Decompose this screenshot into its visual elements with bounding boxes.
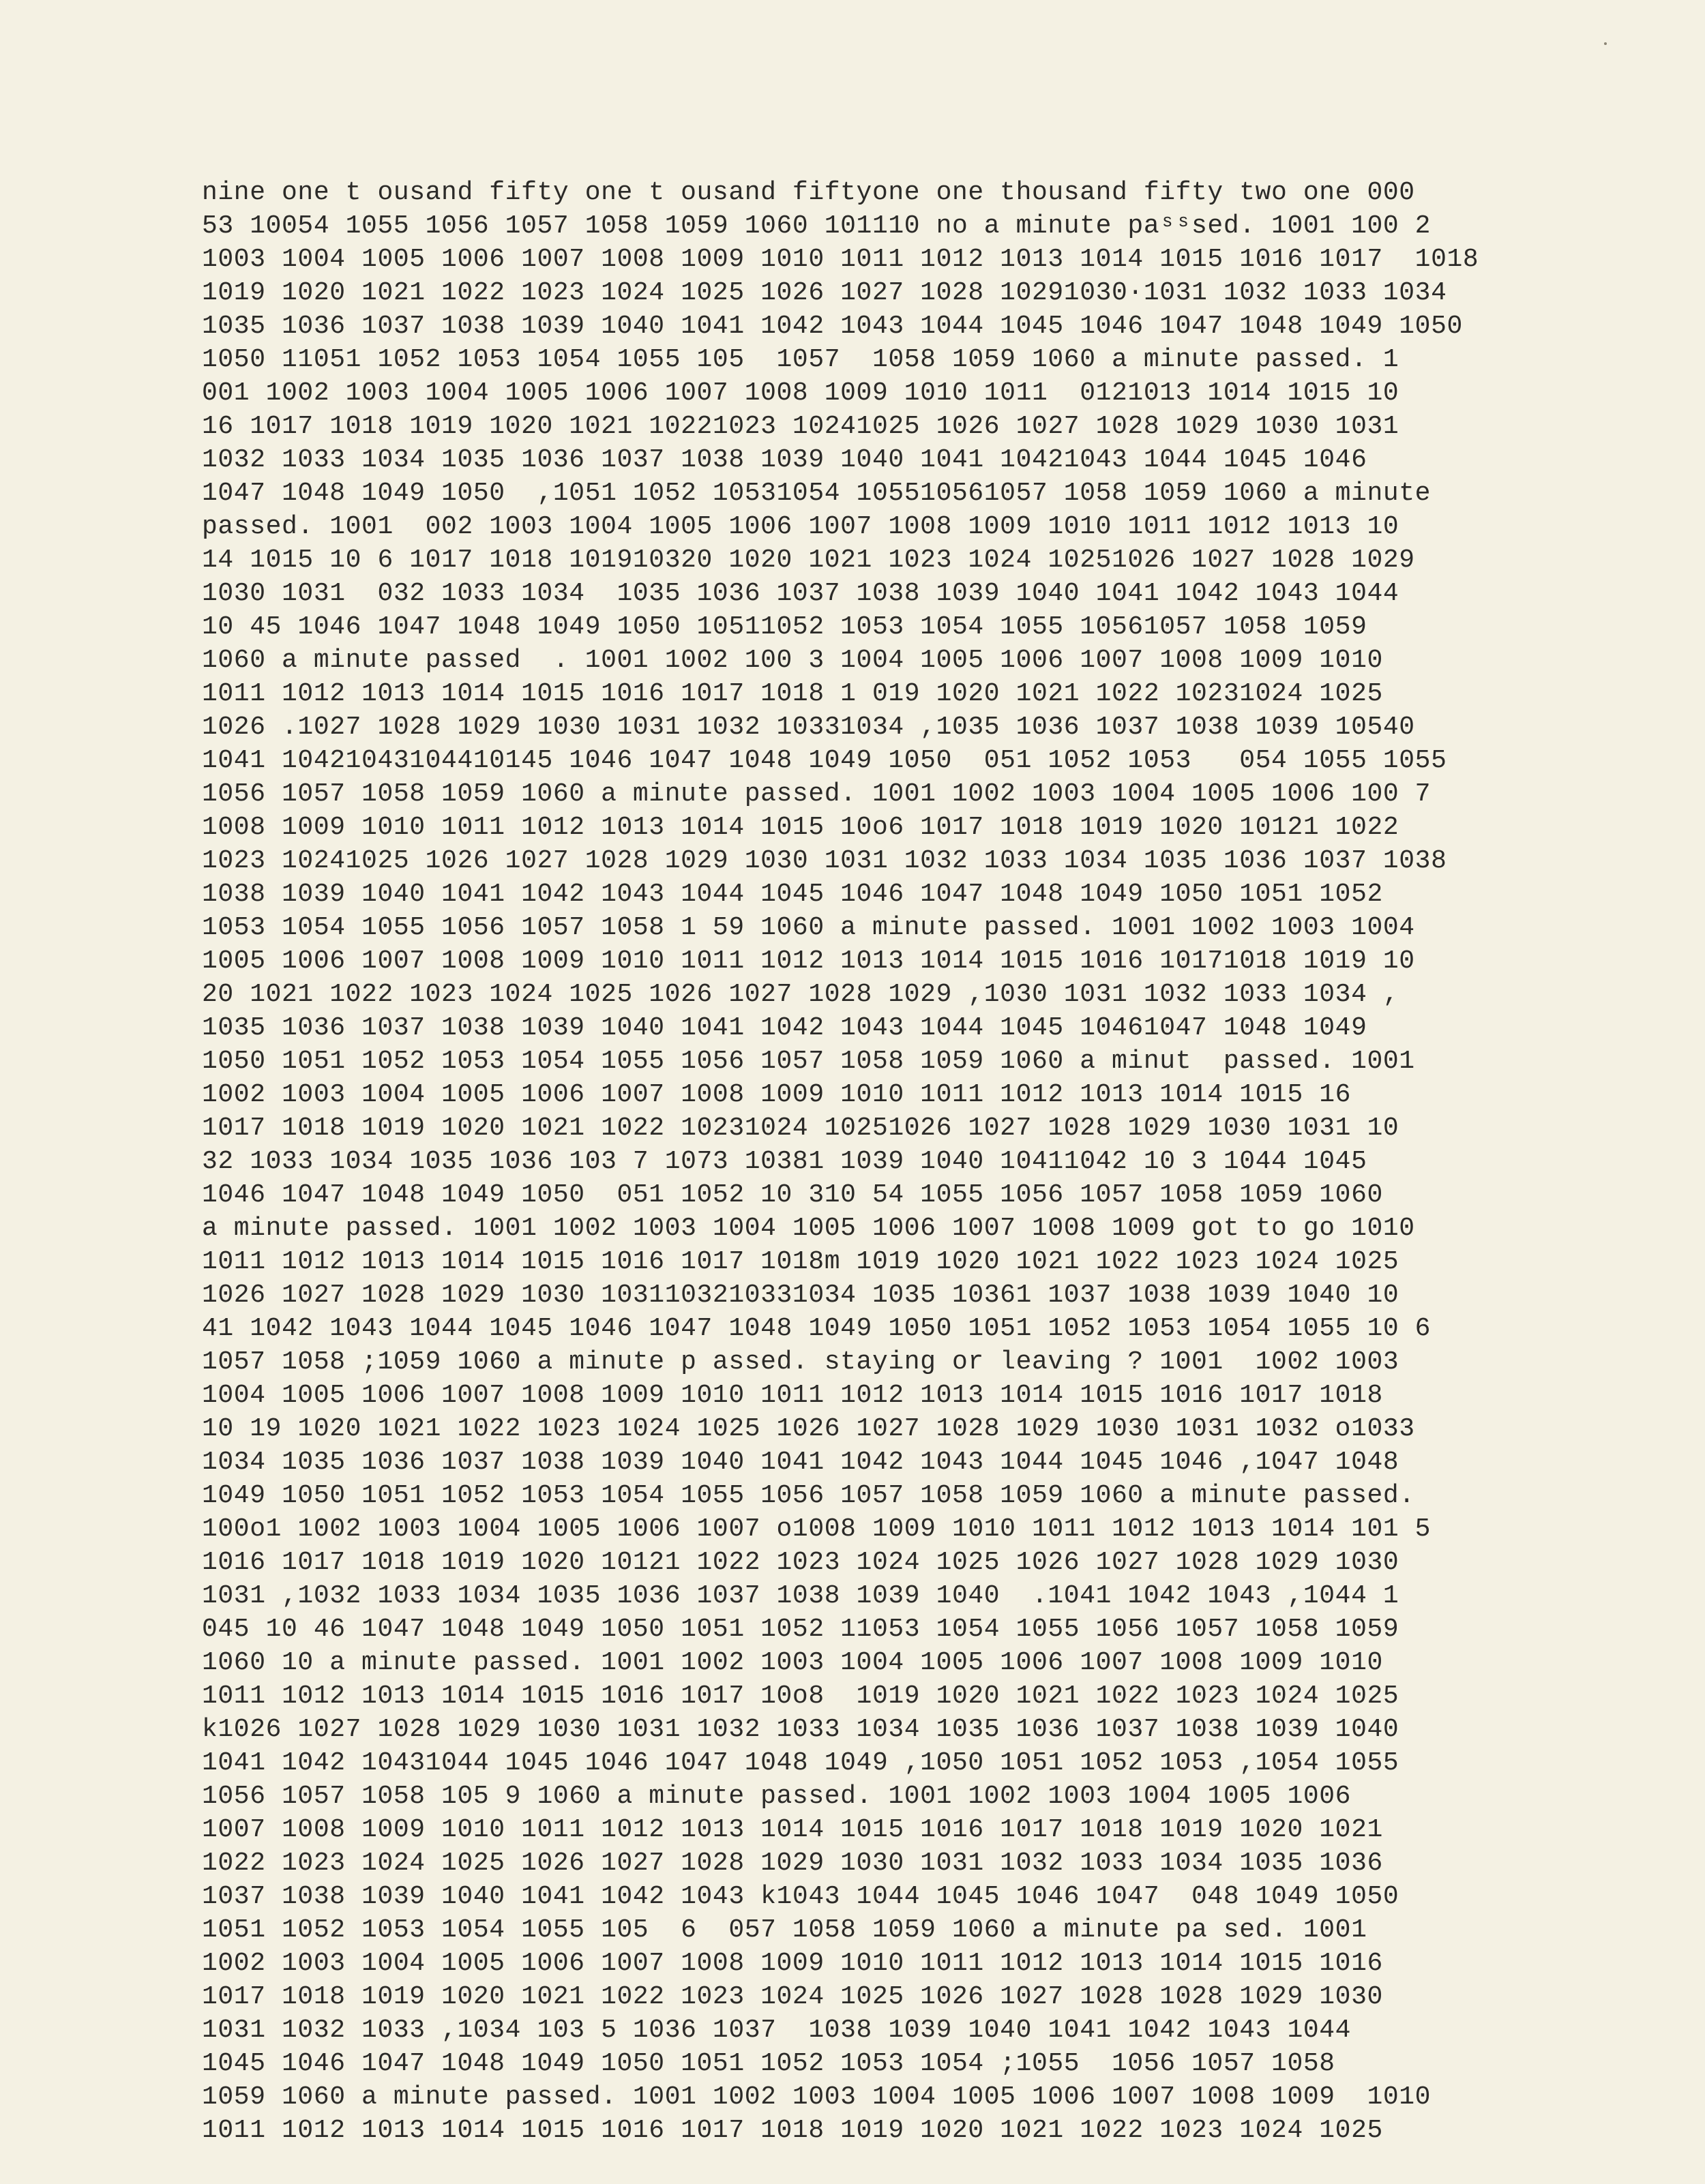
text-line: nine one t ousand fifty one t ousand fiftyone one thousand fifty two one 000 — [202, 178, 1415, 207]
text-line: 1050 11051 1052 1053 1054 1055 105 1057 1058 1059 1060 a minute passed. 1 — [202, 345, 1399, 374]
text-line: 1030 1031 032 1033 1034 1035 1036 1037 1038 1039 1040 1041 1042 1043 1044 — [202, 579, 1399, 608]
text-line: 1035 1036 1037 1038 1039 1040 1041 1042 1043 1044 1045 1046 1047 1048 1049 1050 — [202, 312, 1463, 341]
text-line: 1022 1023 1024 1025 1026 1027 1028 1029 1030 1031 1032 1033 1034 1035 1036 — [202, 1849, 1383, 1878]
text-line: 1038 1039 1040 1041 1042 1043 1044 1045 1046 1047 1048 1049 1050 1051 1052 — [202, 880, 1383, 909]
text-line: 1019 1020 1021 1022 1023 1024 1025 1026 1027 1028 10291030·1031 1032 1033 1034 — [202, 278, 1447, 308]
text-line: 1056 1057 1058 1059 1060 a minute passed. 1001 1002 1003 1004 1005 1006 100 7 — [202, 779, 1432, 809]
text-line: 100o1 1002 1003 1004 1005 1006 1007 o1008 1009 1010 1011 1012 1013 1014 101 5 — [202, 1514, 1432, 1544]
text-line: 1041 10421043104410145 1046 1047 1048 1049 1050 051 1052 1053 054 1055 1055 — [202, 746, 1447, 775]
text-line: 1047 1048 1049 1050 ,1051 1052 10531054 105510561057 1058 1059 1060 a minute — [202, 479, 1432, 508]
text-line: 1046 1047 1048 1049 1050 051 1052 10 310 54 1055 1056 1057 1058 1059 1060 — [202, 1180, 1383, 1210]
text-line: 1032 1033 1034 1035 1036 1037 1038 1039 1040 1041 10421043 1044 1045 1046 — [202, 445, 1367, 475]
text-line: 1056 1057 1058 105 9 1060 a minute passed. 1001 1002 1003 1004 1005 1006 — [202, 1782, 1352, 1811]
text-line: 1011 1012 1013 1014 1015 1016 1017 1018 1 019 1020 1021 1022 10231024 1025 — [202, 679, 1383, 708]
text-line: 1002 1003 1004 1005 1006 1007 1008 1009 1010 1011 1012 1013 1014 1015 1016 — [202, 1949, 1383, 1978]
text-line: 1005 1006 1007 1008 1009 1010 1011 1012 1013 1014 1015 1016 10171018 1019 10 — [202, 946, 1415, 976]
paper-speck — [1604, 42, 1607, 45]
text-line: 41 1042 1043 1044 1045 1046 1047 1048 1049 1050 1051 1052 1053 1054 1055 10 6 — [202, 1314, 1432, 1343]
text-line: 1007 1008 1009 1010 1011 1012 1013 1014 1015 1016 1017 1018 1019 1020 1021 — [202, 1815, 1383, 1844]
text-line: 1059 1060 a minute passed. 1001 1002 1003 1004 1005 1006 1007 1008 1009 1010 — [202, 2082, 1432, 2112]
text-line: 1031 ,1032 1033 1034 1035 1036 1037 1038 1039 1040 .1041 1042 1043 ,1044 1 — [202, 1581, 1399, 1611]
text-line: 1035 1036 1037 1038 1039 1040 1041 1042 1043 1044 1045 10461047 1048 1049 — [202, 1013, 1367, 1043]
text-line: 1011 1012 1013 1014 1015 1016 1017 1018 1019 1020 1021 1022 1023 1024 1025 — [202, 2116, 1383, 2145]
text-line: 1003 1004 1005 1006 1007 1008 1009 1010 1011 1012 1013 1014 1015 1016 1017 1018 — [202, 245, 1479, 274]
text-line: 1011 1012 1013 1014 1015 1016 1017 1018m 1019 1020 1021 1022 1023 1024 1025 — [202, 1247, 1399, 1276]
text-line: 32 1033 1034 1035 1036 103 7 1073 10381 1039 1040 10411042 10 3 1044 1045 — [202, 1147, 1367, 1176]
text-line: 1002 1003 1004 1005 1006 1007 1008 1009 1010 1011 1012 1013 1014 1015 16 — [202, 1080, 1352, 1109]
text-line: 1026 .1027 1028 1029 1030 1031 1032 10331034 ,1035 1036 1037 1038 1039 10540 — [202, 713, 1415, 742]
text-line: 1051 1052 1053 1054 1055 105 6 057 1058 1059 1060 a minute pa sed. 1001 — [202, 1915, 1367, 1945]
text-line: 1011 1012 1013 1014 1015 1016 1017 10o8 1019 1020 1021 1022 1023 1024 1025 — [202, 1681, 1399, 1711]
text-line: 1041 1042 10431044 1045 1046 1047 1048 1049 ,1050 1051 1052 1053 ,1054 1055 — [202, 1748, 1399, 1778]
text-line: 53 10054 1055 1056 1057 1058 1059 1060 101110 no a minute paˢˢsed. 1001 100 2 — [202, 211, 1432, 241]
text-line: k1026 1027 1028 1029 1030 1031 1032 1033 1034 1035 1036 1037 1038 1039 1040 — [202, 1715, 1399, 1744]
text-line: 16 1017 1018 1019 1020 1021 10221023 10241025 1026 1027 1028 1029 1030 1031 — [202, 412, 1399, 441]
text-line: 1049 1050 1051 1052 1053 1054 1055 1056 1057 1058 1059 1060 a minute passed. — [202, 1481, 1415, 1510]
typewritten-text-block — [202, 176, 1689, 2147]
text-line: 1060 a minute passed . 1001 1002 100 3 1004 1005 1006 1007 1008 1009 1010 — [202, 646, 1383, 675]
text-line: 1026 1027 1028 1029 1030 1031103210331034 1035 10361 1037 1038 1039 1040 10 — [202, 1281, 1399, 1310]
text-line: 10 19 1020 1021 1022 1023 1024 1025 1026 1027 1028 1029 1030 1031 1032 o1033 — [202, 1414, 1415, 1443]
text-line: 1057 1058 ;1059 1060 a minute p assed. staying or leaving ? 1001 1002 1003 — [202, 1347, 1399, 1377]
text-line: a minute passed. 1001 1002 1003 1004 1005 1006 1007 1008 1009 got to go 1010 — [202, 1214, 1415, 1243]
text-line: 045 10 46 1047 1048 1049 1050 1051 1052 11053 1054 1055 1056 1057 1058 1059 — [202, 1615, 1399, 1644]
text-line: 1004 1005 1006 1007 1008 1009 1010 1011 1012 1013 1014 1015 1016 1017 1018 — [202, 1381, 1383, 1410]
text-line: 14 1015 10 6 1017 1018 101910320 1020 1021 1023 1024 10251026 1027 1028 1029 — [202, 545, 1415, 575]
text-line: 1023 10241025 1026 1027 1028 1029 1030 1031 1032 1033 1034 1035 1036 1037 1038 — [202, 846, 1447, 876]
text-line: 10 45 1046 1047 1048 1049 1050 10511052 1053 1054 1055 10561057 1058 1059 — [202, 612, 1367, 642]
text-line: 1031 1032 1033 ,1034 103 5 1036 1037 1038 1039 1040 1041 1042 1043 1044 — [202, 2016, 1352, 2045]
text-line: 001 1002 1003 1004 1005 1006 1007 1008 1009 1010 1011 0121013 1014 1015 10 — [202, 378, 1399, 408]
text-line: 1050 1051 1052 1053 1054 1055 1056 1057 1058 1059 1060 a minut passed. 1001 — [202, 1047, 1415, 1076]
text-line: passed. 1001 002 1003 1004 1005 1006 1007 1008 1009 1010 1011 1012 1013 10 — [202, 512, 1399, 541]
text-line: 1060 10 a minute passed. 1001 1002 1003 1004 1005 1006 1007 1008 1009 1010 — [202, 1648, 1383, 1677]
text-line: 20 1021 1022 1023 1024 1025 1026 1027 1028 1029 ,1030 1031 1032 1033 1034 , — [202, 980, 1399, 1009]
text-line: 1016 1017 1018 1019 1020 10121 1022 1023 1024 1025 1026 1027 1028 1029 1030 — [202, 1548, 1399, 1577]
text-line: 1017 1018 1019 1020 1021 1022 1023 1024 1025 1026 1027 1028 1028 1029 1030 — [202, 1982, 1383, 2011]
text-line: 1053 1054 1055 1056 1057 1058 1 59 1060 a minute passed. 1001 1002 1003 1004 — [202, 913, 1415, 942]
text-line: 1034 1035 1036 1037 1038 1039 1040 1041 1042 1043 1044 1045 1046 ,1047 1048 — [202, 1448, 1399, 1477]
text-line: 1045 1046 1047 1048 1049 1050 1051 1052 1053 1054 ;1055 1056 1057 1058 — [202, 2049, 1335, 2078]
text-line: 1037 1038 1039 1040 1041 1042 1043 k1043 1044 1045 1046 1047 048 1049 1050 — [202, 1882, 1399, 1911]
text-line: 1008 1009 1010 1011 1012 1013 1014 1015 10o6 1017 1018 1019 1020 10121 1022 — [202, 813, 1399, 842]
text-line: 1017 1018 1019 1020 1021 1022 10231024 10251026 1027 1028 1029 1030 1031 10 — [202, 1113, 1399, 1143]
